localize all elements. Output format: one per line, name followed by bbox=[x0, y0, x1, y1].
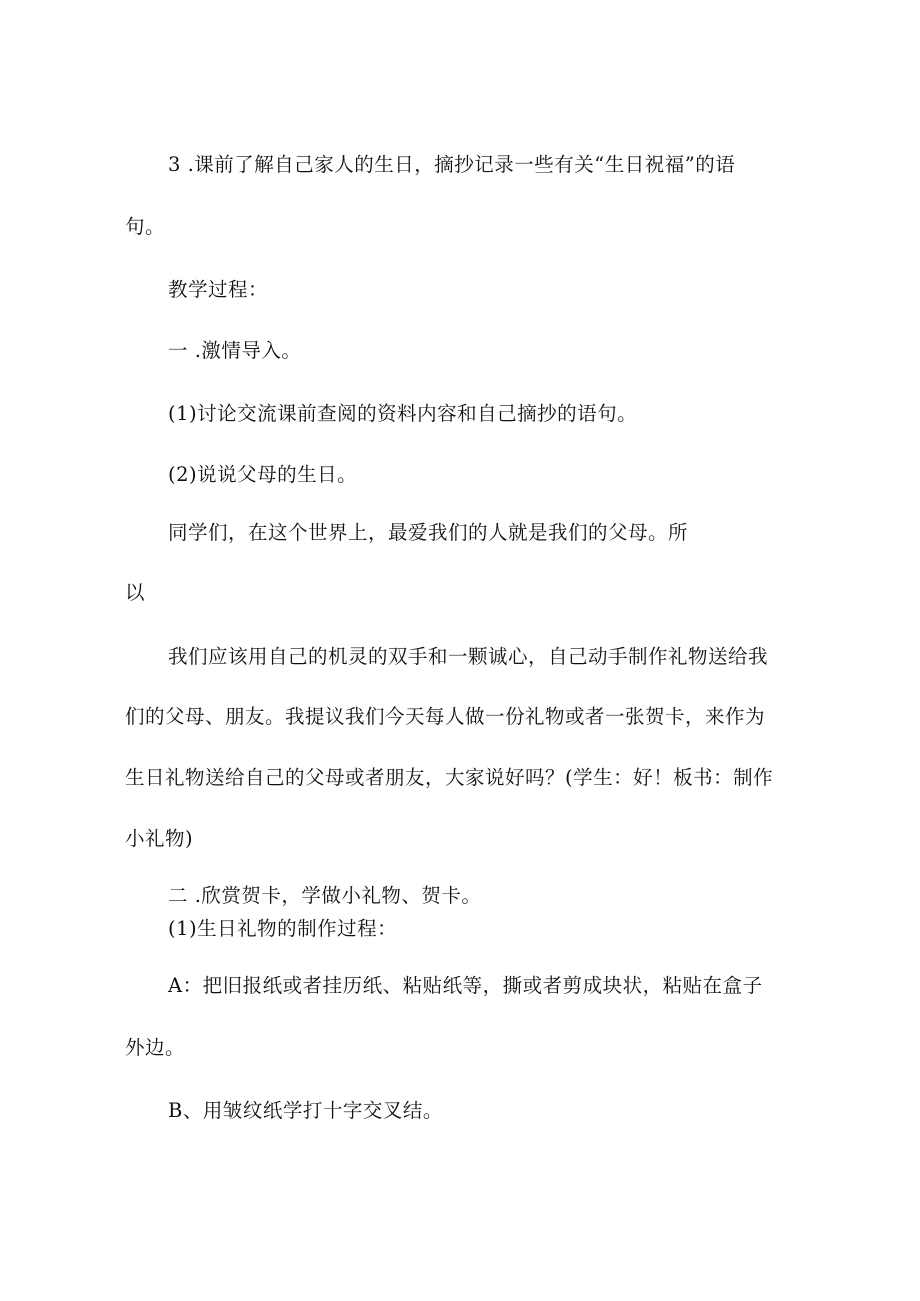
section-heading-1: 一 .激情导入。 bbox=[168, 339, 302, 362]
text-line-6: (2)说说父母的生日。 bbox=[168, 463, 358, 486]
text-line-15: A：把旧报纸或者挂历纸、粘贴纸等，撕或者剪成块状，粘贴在盒子 bbox=[168, 974, 763, 997]
section-heading-teaching-process: 教学过程： bbox=[168, 278, 269, 301]
text-line-7: 同学们，在这个世界上，最爱我们的人就是我们的父母。所 bbox=[168, 521, 689, 544]
text-line-12: 小礼物) bbox=[125, 827, 194, 850]
section-heading-2: 二 .欣赏贺卡，学做小礼物、贺卡。 bbox=[168, 884, 482, 907]
text-line-10: 们的父母、朋友。我提议我们今天每人做一份礼物或者一张贺卡，来作为 bbox=[125, 705, 766, 728]
text-line-2: 句。 bbox=[125, 215, 166, 238]
text-line-8: 以 bbox=[125, 581, 146, 604]
text-line-14: (1)生日礼物的制作过程： bbox=[168, 917, 398, 940]
text-line-1: 3 .课前了解自己家人的生日，摘抄记录一些有关“生日祝福”的语 bbox=[168, 153, 736, 176]
text-line-9: 我们应该用自己的机灵的双手和一颗诚心，自己动手制作礼物送给我 bbox=[168, 645, 769, 668]
text-line-11: 生日礼物送给自己的父母或者朋友，大家说好吗？(学生：好！板书：制作 bbox=[125, 766, 774, 789]
text-line-17: B、用皱纹纸学打十字交叉结。 bbox=[168, 1099, 443, 1122]
text-line-5: (1)讨论交流课前查阅的资料内容和自己摘抄的语句。 bbox=[168, 402, 638, 425]
text-line-16: 外边。 bbox=[125, 1036, 186, 1059]
